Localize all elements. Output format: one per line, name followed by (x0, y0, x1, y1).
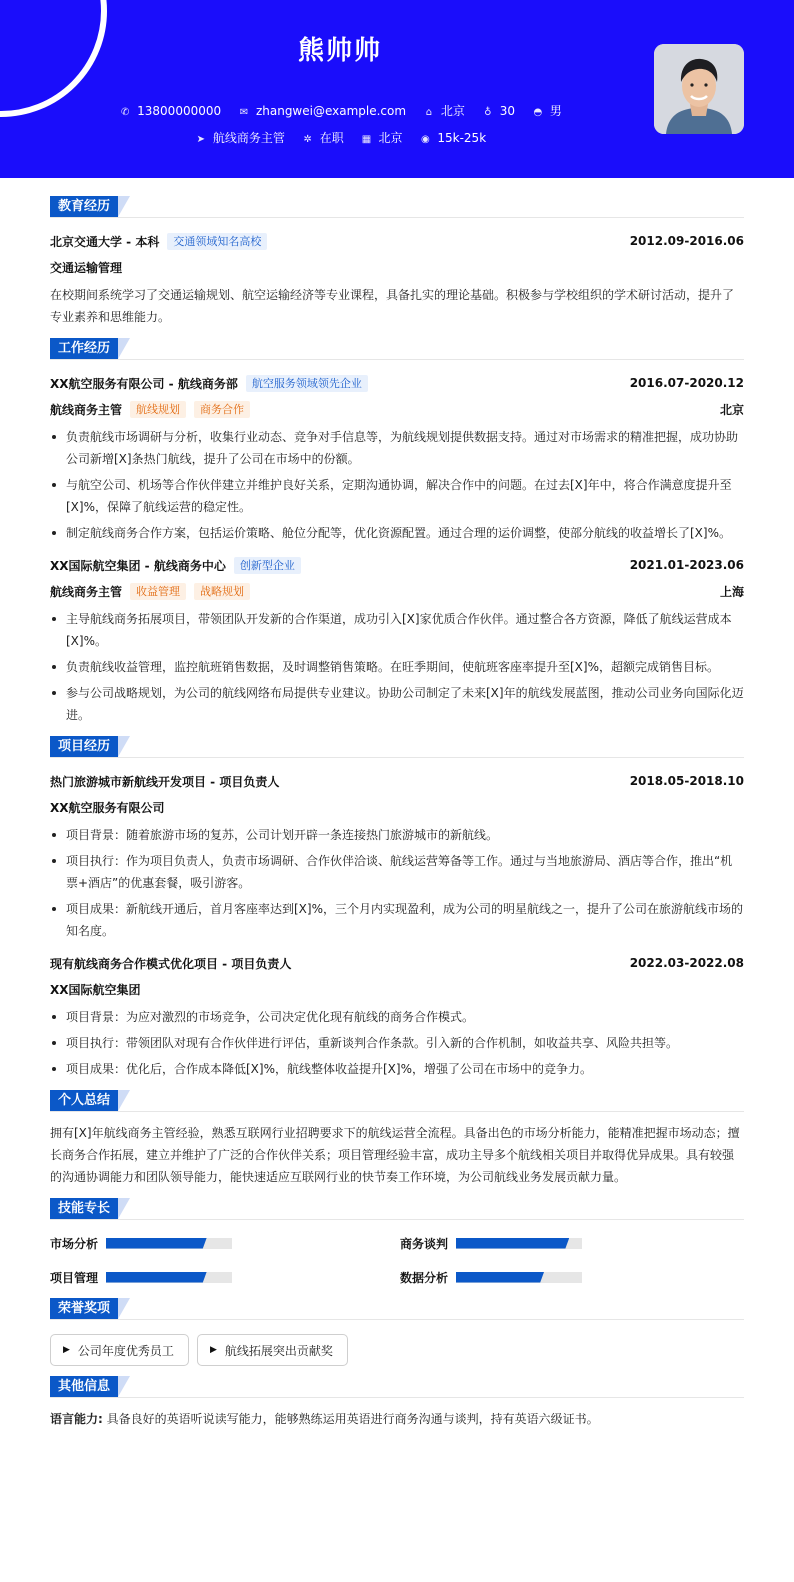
job-role: 航线商务主管 (50, 584, 123, 599)
project-bullets (50, 1006, 744, 1080)
education-description: 在校期间系统学习了交通运输规划、航空运输经济等专业课程，具备扎实的理论基础。积极参与学校组织的学术研讨活动，提升了专业素养和思维能力。 (50, 288, 735, 324)
job-date: 2016.07-2020.12 (629, 376, 744, 390)
info-location: ⌂ 北京 (422, 102, 465, 119)
list-item: 项目成果：优化后，合作成本降低[X]%，航线整体收益提升[X]%，增强了公司在市场中的竞争力。 (50, 1058, 744, 1080)
play-icon: ▶ (209, 1345, 217, 1355)
job-city: 北京 (719, 402, 744, 417)
skill-item: 商务谈判 (400, 1232, 744, 1254)
gender-icon: ◓ (533, 107, 543, 118)
job-bullets (50, 608, 744, 726)
list-item: 项目执行：带领团队对现有合作伙伴进行评估，重新谈判合作条款。引入新的合作机制，如收益共享、风险共担等。 (50, 1032, 744, 1054)
skills-section (50, 1198, 744, 1288)
list-item: 参与公司战略规划，为公司的航线网络布局提供专业建议。协助公司制定了未来[X]年的航线发展蓝图，推动公司业务向国际化迈进。 (50, 682, 744, 726)
phone-icon: ✆ (120, 107, 130, 118)
contact-row (0, 102, 680, 119)
info-gender: ◓ 男 (531, 102, 562, 119)
skill-bar-fill (106, 1238, 207, 1249)
section-title: 个人总结 (50, 1090, 744, 1112)
list-item: 负责航线市场调研与分析，收集行业动态、竞争对手信息等，为航线规划提供数据支持。通过对市场需求的精准把握，成功协助公司新增[X]条热门航线，提升了公司在市场中的份额。 (50, 426, 744, 470)
candidate-name: 熊帅帅 (297, 36, 382, 66)
info-age: ♁ 30 (481, 104, 515, 118)
project-bullets (50, 824, 744, 942)
list-item: 负责航线收益管理，监控航班销售数据，及时调整销售策略。在旺季期间，使航班客座率提升至[X]%，超额完成销售目标。 (50, 656, 744, 678)
list-item: 项目成果：新航线开通后，首月客座率达到[X]%，三个月内实现盈利，成为公司的明星航线之一，提升了公司在旅游航线市场的知名度。 (50, 898, 744, 942)
projects-section (50, 736, 744, 1080)
major: 交通运输管理 (50, 260, 123, 275)
job-entry (50, 370, 744, 544)
awards-section (50, 1298, 744, 1366)
section-title: 其他信息 (50, 1376, 744, 1398)
section-title: 项目经历 (50, 736, 744, 758)
cake-icon: ♁ (484, 107, 492, 118)
skill-item: 项目管理 (50, 1266, 400, 1288)
skills-grid (50, 1230, 744, 1288)
other-section (50, 1376, 744, 1430)
mail-icon: ✉ (239, 107, 249, 118)
salary-icon: ◉ (421, 134, 430, 145)
skill-tag: 战略规划 (194, 583, 250, 600)
status-icon: ✲ (303, 134, 312, 145)
skill-bar-fill (456, 1272, 544, 1283)
send-icon: ➤ (196, 134, 206, 145)
company-name: XX航空服务有限公司 - 航线商务部 (50, 376, 238, 391)
summary-text: 拥有[X]年航线商务主管经验，熟悉互联网行业招聘要求下的航线运营全流程。具备出色的市场分析能力，能精准把握市场动态；擅长商务合作拓展，建立并维护了广泛的合作伙伴关系；项目管理经验丰富，成功主导多个航线相关项目并取得优异成果。具有较强的沟通协调能力和团队领导能力，能快速适应互联网行业的快节奏工作环境，为公司航线业务发展贡献力量。 (50, 1126, 740, 1184)
education-date: 2012.09-2016.06 (629, 234, 744, 248)
avatar-portrait (654, 44, 744, 134)
building-icon: ▦ (361, 134, 372, 145)
award-chip: ▶ 航线拓展突出贡献奖 (197, 1334, 348, 1366)
info-position: ➤ 航线商务主管 (194, 129, 285, 146)
skill-tag: 商务合作 (194, 401, 250, 418)
summary-section (50, 1090, 744, 1188)
skill-tag: 航线规划 (130, 401, 186, 418)
work-section (50, 338, 744, 726)
skill-bar (106, 1238, 232, 1249)
list-item: 项目背景：随着旅游市场的复苏，公司计划开辟一条连接热门旅游城市的新航线。 (50, 824, 744, 846)
project-date: 2022.03-2022.08 (629, 956, 744, 970)
skill-bar (456, 1272, 582, 1283)
list-item: 主导航线商务拓展项目，带领团队开发新的合作渠道，成功引入[X]家优质合作伙伴。通过整合各方资源，降低了航线运营成本[X]%。 (50, 608, 744, 652)
section-title: 教育经历 (50, 196, 744, 218)
project-date: 2018.05-2018.10 (629, 774, 744, 788)
resume-header (0, 0, 794, 178)
project-entry (50, 768, 744, 942)
info-salary: ◉ 15k-25k (418, 131, 486, 145)
section-title: 荣誉奖项 (50, 1298, 744, 1320)
play-icon: ▶ (63, 1345, 70, 1355)
project-name: 热门旅游城市新航线开发项目 - 项目负责人 (50, 774, 280, 789)
skill-item: 数据分析 (400, 1266, 744, 1288)
project-org: XX国际航空集团 (50, 982, 141, 997)
resume-body (50, 196, 744, 1440)
company-tag: 创新型企业 (234, 557, 301, 574)
section-title: 工作经历 (50, 338, 744, 360)
project-org: XX航空服务有限公司 (50, 800, 165, 815)
info-phone: ✆ 13800000000 (118, 104, 221, 118)
school-tag: 交通领域知名高校 (167, 233, 267, 250)
company-tag: 航空服务领域领先企业 (246, 375, 368, 392)
project-name: 现有航线商务合作模式优化项目 - 项目负责人 (50, 956, 292, 971)
project-entry (50, 950, 744, 1080)
avatar (654, 44, 744, 134)
language-info: 语言能力: 具备良好的英语听说读写能力，能够熟练运用英语进行商务沟通与谈判，持有英语六级证书。 (50, 1412, 599, 1426)
school-name: 北京交通大学 - 本科 (50, 234, 160, 249)
skill-bar (456, 1238, 582, 1249)
list-item: 制定航线商务合作方案，包括运价策略、舱位分配等，优化资源配置。通过合理的运价调整，使部分航线的收益增长了[X]%。 (50, 522, 744, 544)
job-role: 航线商务主管 (50, 402, 123, 417)
job-date: 2021.01-2023.06 (629, 558, 744, 572)
list-item: 项目背景：为应对激烈的市场竞争，公司决定优化现有航线的商务合作模式。 (50, 1006, 744, 1028)
skill-item: 市场分析 (50, 1232, 400, 1254)
company-name: XX国际航空集团 - 航线商务中心 (50, 558, 226, 573)
home-icon: ⌂ (425, 107, 433, 118)
list-item: 项目执行：作为项目负责人，负责市场调研、合作伙伴洽谈、航线运营筹备等工作。通过与当地旅游局、酒店等合作，推出“机票+酒店”的优惠套餐，吸引游客。 (50, 850, 744, 894)
skill-bar (106, 1272, 232, 1283)
section-title: 技能专长 (50, 1198, 744, 1220)
skill-bar-fill (106, 1272, 207, 1283)
award-chip: ▶ 公司年度优秀员工 (50, 1334, 189, 1366)
awards-list (50, 1330, 744, 1366)
job-intent-row (0, 129, 680, 146)
job-city: 上海 (719, 584, 744, 599)
skill-tag: 收益管理 (130, 583, 186, 600)
job-bullets (50, 426, 744, 544)
info-email: ✉ zhangwei@example.com (237, 104, 406, 118)
skill-bar-fill (456, 1238, 569, 1249)
info-city: ▦ 北京 (360, 129, 403, 146)
job-entry (50, 552, 744, 726)
education-section (50, 196, 744, 328)
info-status: ✲ 在职 (301, 129, 344, 146)
list-item: 与航空公司、机场等合作伙伴建立并维护良好关系，定期沟通协调，解决合作中的问题。在过去[X]年中，将合作满意度提升至[X]%，保障了航线运营的稳定性。 (50, 474, 744, 518)
